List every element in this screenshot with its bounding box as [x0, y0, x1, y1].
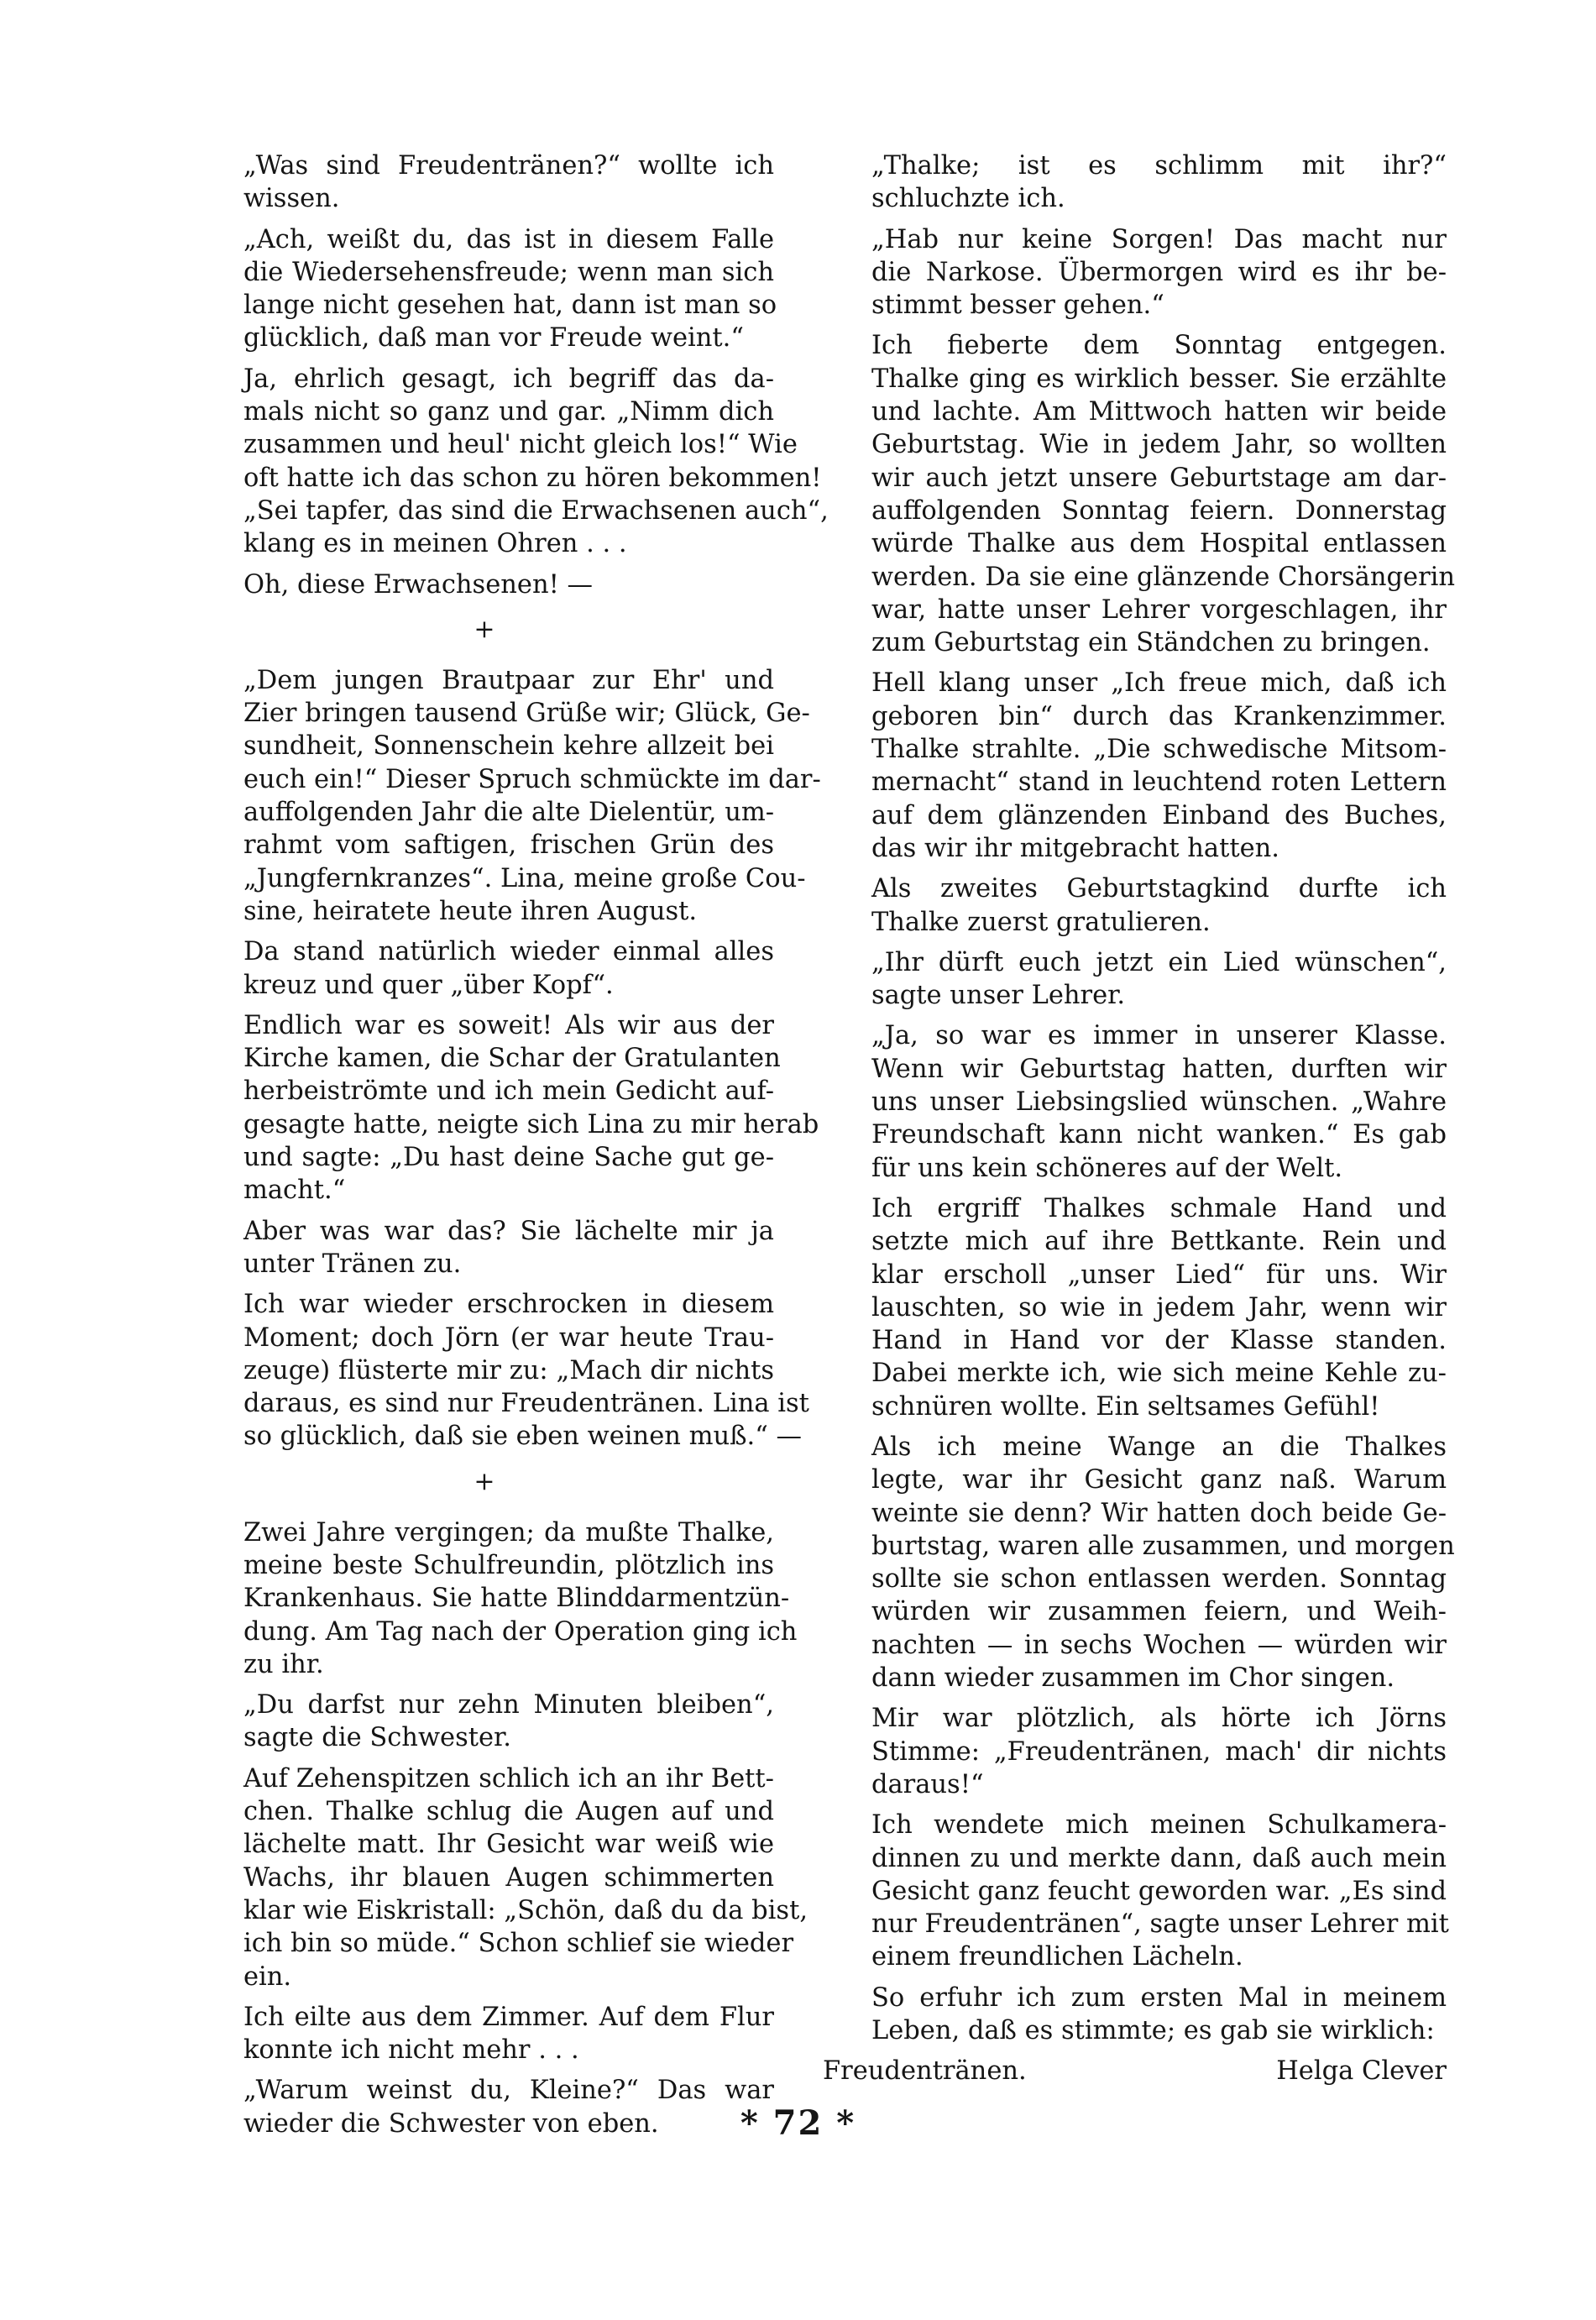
- text-line: setzte mich auf ihre Bettkante. Rein und: [871, 1227, 1447, 1257]
- section-separator: +: [474, 1466, 495, 1496]
- paragraph: [823, 329, 1456, 659]
- text-line: Ich ergriff Thalkes schmale Hand und: [871, 1193, 1447, 1223]
- text-line: auffolgenden Jahr die alte Dielentür, um-: [243, 798, 775, 828]
- text-line: lange nicht gesehen hat, dann ist man so: [243, 291, 777, 321]
- text-line: die Narkose. Übermorgen wird es ihr be-: [871, 257, 1447, 287]
- text-line: Moment; doch Jörn (er war heute Trau-: [243, 1322, 774, 1353]
- text-line: auffolgenden Sonntag feiern. Donnerstag: [871, 495, 1447, 526]
- text-line: lächelte matt. Ihr Gesicht war weiß wie: [243, 1830, 774, 1860]
- text-line: für uns kein schöneres auf der Welt.: [871, 1153, 1343, 1183]
- text-line: „Du darfst nur zehn Minuten bleiben“,: [243, 1690, 774, 1720]
- text-line: sollte sie schon entlassen werden. Sonntag: [871, 1564, 1447, 1595]
- text-line: dann wieder zusammen im Chor singen.: [871, 1663, 1395, 1694]
- section-separator: +: [474, 614, 495, 644]
- text-line: „Ja, so war es immer in unserer Klasse.: [871, 1021, 1447, 1051]
- paragraph: [195, 568, 774, 601]
- text-line: klang es in meinen Ohren . . .: [243, 529, 627, 559]
- text-line: so glücklich, daß sie eben weinen muß.“ —: [243, 1422, 803, 1452]
- paragraph: [195, 363, 829, 561]
- text-line: würde Thalke aus dem Hospital entlassen: [871, 529, 1447, 559]
- text-line: Auf Zehenspitzen schlich ich an ihr Bett-: [243, 1763, 774, 1794]
- paragraph: [823, 1809, 1447, 1973]
- text-line: Gesicht ganz feucht geworden war. „Es sind: [871, 1876, 1447, 1906]
- text-line: sagte unser Lehrer.: [871, 981, 1126, 1011]
- text-line: Zier bringen tausend Grüße wir; Glück, Ge-: [243, 699, 810, 729]
- text-line: lauschten, so wie in jedem Jahr, wenn wir: [871, 1292, 1447, 1322]
- paragraph: [195, 223, 777, 355]
- text-line: Wachs, ihr blauen Augen schimmerten: [243, 1862, 774, 1893]
- text-line: rahmt vom saftigen, frischen Grün des: [243, 830, 774, 861]
- text-line: daraus, es sind nur Freudentränen. Lina ist: [243, 1389, 809, 1419]
- text-line: zusammen und heul' nicht gleich los!“ Wie: [243, 430, 798, 460]
- paragraph: [823, 1702, 1447, 1801]
- text-line: weinte sie denn? Wir hatten doch beide Ge-: [871, 1498, 1447, 1528]
- paragraph: [823, 149, 1447, 216]
- text-line: sagte die Schwester.: [243, 1723, 511, 1753]
- page-number: * 72 *: [740, 2103, 856, 2143]
- text-line: Freundschaft kann nicht wanken.“ Es gab: [871, 1120, 1447, 1150]
- text-line: einem freundlichen Lächeln.: [871, 1942, 1243, 1972]
- text-line: daraus!“: [871, 1769, 984, 1799]
- text-line: zeuge) flüsterte mir zu: „Mach dir nichts: [243, 1355, 774, 1385]
- text-line: schnüren wollte. Ein seltsames Gefühl!: [871, 1391, 1380, 1422]
- text-line: chen. Thalke schlug die Augen auf und: [243, 1797, 774, 1827]
- text-line: wissen.: [243, 184, 340, 214]
- paragraph: [195, 1689, 774, 1755]
- paragraph: [823, 1019, 1447, 1184]
- text-line: war, hatte unser Lehrer vorgeschlagen, ihr: [871, 594, 1447, 625]
- text-line: Mir war plötzlich, als hörte ich Jörns: [871, 1704, 1447, 1734]
- text-line: „Dem jungen Brautpaar zur Ehr' und: [243, 665, 774, 695]
- text-line: werden. Da sie eine glänzende Chorsängerin: [871, 562, 1456, 592]
- text-line: mals nicht so ganz und gar. „Nimm dich: [243, 397, 774, 427]
- paragraph: [823, 223, 1447, 322]
- paragraph: [823, 1982, 1447, 2048]
- paragraph: [195, 2001, 774, 2067]
- paragraph: [823, 1192, 1447, 1423]
- text-line: euch ein!“ Dieser Spruch schmückte im dar-: [243, 764, 821, 794]
- text-line: gesagte hatte, neigte sich Lina zu mir herab: [243, 1109, 819, 1139]
- left-paragraphs-top: [195, 149, 829, 601]
- paragraph: [195, 1288, 809, 1453]
- text-line: meine beste Schulfreundin, plötzlich ins: [243, 1550, 774, 1580]
- paragraph: [823, 667, 1447, 865]
- text-line: nachten — in sechs Wochen — würden wir: [871, 1630, 1447, 1660]
- text-line: „Ihr dürft euch jetzt ein Lied wünschen“,: [871, 947, 1447, 977]
- text-line: klar erscholl „unser Lied“ für uns. Wir: [871, 1260, 1447, 1290]
- right-column: [823, 149, 1456, 2088]
- text-line: Ich eilte aus dem Zimmer. Auf dem Flur: [243, 2002, 774, 2032]
- text-line: Thalke ging es wirklich besser. Sie erzählte: [871, 364, 1447, 394]
- text-line: die Wiedersehensfreude; wenn man sich: [243, 257, 774, 287]
- text-line: wieder die Schwester von eben.: [243, 2108, 659, 2139]
- text-line: macht.“: [243, 1176, 346, 1206]
- text-line: Oh, diese Erwachsenen! —: [243, 569, 594, 600]
- text-line: zu ihr.: [243, 1649, 324, 1679]
- paragraph: [823, 872, 1447, 939]
- signoff-line: [823, 2055, 1447, 2087]
- text-line: Stimme: „Freudentränen, mach' dir nichts: [871, 1736, 1447, 1767]
- text-line: zum Geburtstag ein Ständchen zu bringen.: [871, 628, 1431, 658]
- paragraph: [823, 946, 1447, 1013]
- text-line: Thalke strahlte. „Die schwedische Mitsom-: [871, 735, 1447, 765]
- paragraph: [195, 149, 774, 216]
- text-line: „Ach, weißt du, das ist in diesem Falle: [243, 224, 774, 254]
- paragraph: [195, 1762, 808, 1993]
- paragraph: [195, 664, 821, 928]
- text-line: mernacht“ stand in leuchtend roten Lettern: [871, 767, 1447, 798]
- left-paragraphs-middle: [195, 664, 821, 1453]
- text-line: dung. Am Tag nach der Operation ging ich: [243, 1616, 798, 1647]
- text-line: auf dem glänzenden Einband des Buches,: [871, 800, 1447, 830]
- text-line: dinnen zu und merkte dann, daß auch mein: [871, 1843, 1447, 1873]
- text-line: „Hab nur keine Sorgen! Das macht nur: [871, 224, 1447, 254]
- text-line: legte, war ihr Gesicht ganz naß. Warum: [871, 1465, 1447, 1495]
- text-line: uns unser Liebsingslied wünschen. „Wahre: [871, 1087, 1447, 1118]
- paragraph: [195, 1009, 819, 1207]
- text-line: glücklich, daß man vor Freude weint.“: [243, 323, 744, 353]
- text-line: wir auch jetzt unsere Geburtstage am dar-: [871, 463, 1447, 493]
- text-line: Ich wendete mich meinen Schulkamera-: [871, 1810, 1447, 1841]
- author-name: Helga Clever: [1276, 2056, 1447, 2087]
- paragraph: [195, 1215, 774, 1281]
- text-line: sundheit, Sonnenschein kehre allzeit bei: [243, 731, 774, 762]
- text-line: Wenn wir Geburtstag hatten, durften wir: [871, 1054, 1447, 1084]
- closing-text: Freudentränen.: [823, 2056, 1027, 2087]
- text-line: herbeiströmte und ich mein Gedicht auf-: [243, 1076, 774, 1107]
- paragraph: [823, 1431, 1455, 1694]
- text-line: burtstag, waren alle zusammen, und morgen: [871, 1531, 1455, 1561]
- paragraph: [195, 935, 774, 1002]
- text-line: konnte ich nicht mehr . . .: [243, 2035, 579, 2066]
- text-line: Thalke zuerst gratulieren.: [871, 907, 1211, 937]
- text-line: Da stand natürlich wieder einmal alles: [243, 937, 774, 967]
- paragraph: [195, 1516, 798, 1681]
- text-line: stimmt besser gehen.“: [871, 291, 1164, 321]
- text-line: Endlich war es soweit! Als wir aus der: [243, 1010, 774, 1040]
- text-line: nur Freudentränen“, sagte unser Lehrer mit: [871, 1909, 1449, 1940]
- text-line: ich bin so müde.“ Schon schlief sie wieder: [243, 1929, 794, 1959]
- right-paragraphs: [823, 149, 1456, 2047]
- text-line: kreuz und quer „über Kopf“.: [243, 970, 614, 1000]
- text-line: Ich war wieder erschrocken in diesem: [243, 1290, 774, 1320]
- text-line: und lachte. Am Mittwoch hatten wir beide: [871, 397, 1447, 427]
- text-line: oft hatte ich das schon zu hören bekommen!: [243, 463, 822, 493]
- text-line: und sagte: „Du hast deine Sache gut ge-: [243, 1143, 774, 1173]
- text-line: Krankenhaus. Sie hatte Blinddarmentzün-: [243, 1584, 790, 1614]
- text-line: geboren bin“ durch das Krankenzimmer.: [871, 701, 1447, 731]
- text-line: klar wie Eiskristall: „Schön, daß du da bist,: [243, 1895, 808, 1925]
- text-line: „Warum weinst du, Kleine?“ Das war: [243, 2076, 774, 2106]
- text-line: sine, heiratete heute ihren August.: [243, 896, 698, 926]
- text-line: Aber was war das? Sie lächelte mir ja: [243, 1216, 774, 1246]
- text-line: Ich fieberte dem Sonntag entgegen.: [871, 331, 1447, 361]
- text-line: Kirche kamen, die Schar der Gratulanten: [243, 1044, 781, 1074]
- text-line: Ja, ehrlich gesagt, ich begriff das da-: [243, 364, 774, 394]
- text-line: Hand in Hand vor der Klasse standen.: [871, 1326, 1447, 1356]
- text-line: Als zweites Geburtstagkind durfte ich: [871, 874, 1447, 904]
- text-line: Geburtstag. Wie in jedem Jahr, so wollten: [871, 430, 1447, 460]
- text-line: Zwei Jahre vergingen; da mußte Thalke,: [243, 1517, 774, 1548]
- text-line: „Jungfernkranzes“. Lina, meine große Cou-: [243, 863, 806, 893]
- text-line: würden wir zusammen feiern, und Weih-: [871, 1597, 1447, 1627]
- text-line: Als ich meine Wange an die Thalkes: [871, 1432, 1447, 1462]
- text-line: schluchzte ich.: [871, 184, 1065, 214]
- text-line: das wir ihr mitgebracht hatten.: [871, 833, 1280, 863]
- text-line: Leben, daß es stimmte; es gab sie wirklich:: [871, 2016, 1435, 2046]
- text-line: Hell klang unser „Ich freue mich, daß ich: [871, 668, 1447, 699]
- text-line: unter Tränen zu.: [243, 1249, 462, 1279]
- text-line: So erfuhr ich zum ersten Mal in meinem: [871, 1982, 1447, 2013]
- text-line: „Thalke; ist es schlimm mit ihr?“: [871, 151, 1447, 181]
- text-line: „Was sind Freudentränen?“ wollte ich: [243, 151, 774, 181]
- text-line: Dabei merkte ich, wie sich meine Kehle zu-: [871, 1359, 1447, 1389]
- text-line: „Sei tapfer, das sind die Erwachsenen auch“,: [243, 495, 829, 526]
- text-line: ein.: [243, 1961, 292, 1992]
